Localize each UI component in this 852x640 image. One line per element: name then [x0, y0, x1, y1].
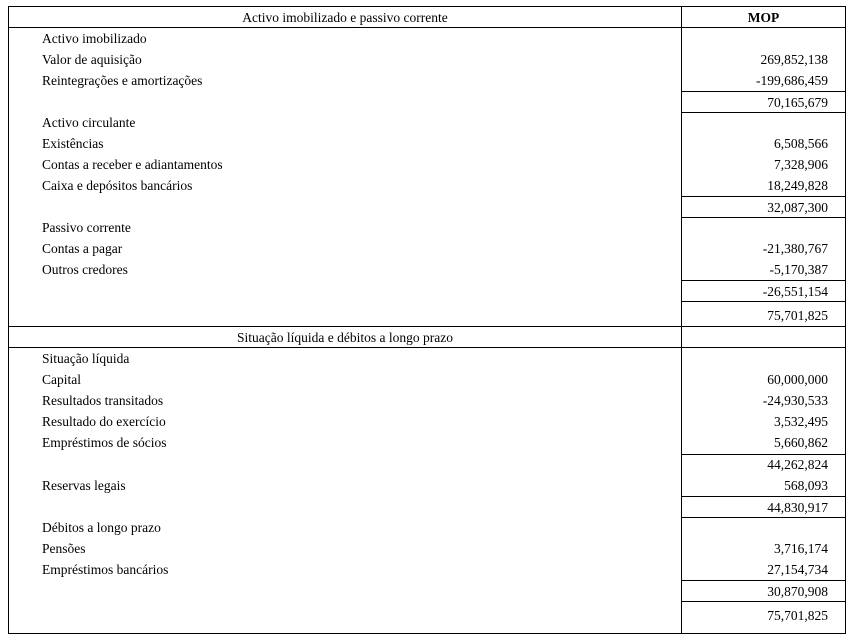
legal-reserves-value: 568,093	[784, 478, 828, 493]
year-result-value: 3,532,495	[774, 414, 828, 429]
table-row	[9, 348, 845, 369]
section1-title: Activo imobilizado e passivo corrente	[242, 10, 448, 25]
other-creditors-value: -5,170,387	[769, 262, 828, 277]
cash-value: 18,249,828	[767, 178, 828, 193]
section1-total: 75,701,825	[767, 308, 828, 323]
acquisition-value-label: Valor de aquisição	[42, 52, 142, 67]
pensions-value: 3,716,174	[774, 541, 828, 556]
subtotal-rule	[681, 301, 845, 302]
receivables-label: Contas a receber e adiantamentos	[42, 157, 223, 172]
table-row	[9, 281, 845, 302]
inventories-label: Existências	[42, 136, 104, 151]
inventories-value: 6,508,566	[774, 136, 828, 151]
balance-sheet-table	[8, 6, 846, 634]
table-row	[9, 259, 845, 280]
capital-value: 60,000,000	[767, 372, 828, 387]
table-row	[9, 432, 845, 453]
payables-label: Contas a pagar	[42, 241, 123, 256]
depreciation-label: Reintegrações e amortizações	[42, 73, 203, 88]
table-row	[9, 49, 845, 70]
table-row	[9, 390, 845, 411]
table-row	[9, 92, 845, 113]
receivables-value: 7,328,906	[774, 157, 828, 172]
retained-label: Resultados transitados	[42, 393, 164, 408]
table-row	[9, 454, 845, 475]
current-liabilities-heading: Passivo corrente	[42, 220, 131, 235]
table-row	[9, 497, 845, 518]
table-row	[9, 112, 845, 133]
year-result-label: Resultado do exercício	[42, 414, 166, 429]
other-creditors-label: Outros credores	[42, 262, 128, 277]
table-row	[9, 175, 845, 196]
table-row	[9, 581, 845, 602]
table-row	[9, 70, 845, 91]
table-row	[9, 197, 845, 218]
table-row	[9, 305, 845, 326]
table-row	[9, 238, 845, 259]
table-row	[9, 154, 845, 175]
fixed-assets-subtotal: 70,165,679	[767, 95, 828, 110]
retained-value: -24,930,533	[762, 393, 828, 408]
table-row	[9, 28, 845, 49]
table-row	[9, 369, 845, 390]
table-row	[9, 475, 845, 496]
section2-title: Situação líquida e débitos a longo prazo	[237, 330, 453, 345]
long-term-subtotal: 30,870,908	[767, 584, 828, 599]
section1-header-row	[9, 7, 845, 28]
table-row	[9, 538, 845, 559]
payables-value: -21,380,767	[762, 241, 828, 256]
table-row	[9, 411, 845, 432]
acquisition-value: 269,852,138	[760, 52, 828, 67]
table-row	[9, 559, 845, 580]
table-row	[9, 217, 845, 238]
depreciation-value: -199,686,459	[756, 73, 828, 88]
capital-label: Capital	[42, 372, 81, 387]
cash-label: Caixa e depósitos bancários	[42, 178, 193, 193]
section2-total: 75,701,825	[767, 608, 828, 623]
current-liabilities-subtotal: -26,551,154	[762, 284, 828, 299]
table-row	[9, 133, 845, 154]
long-term-heading: Débitos a longo prazo	[42, 520, 161, 535]
table-row	[9, 605, 845, 626]
pensions-label: Pensões	[42, 541, 86, 556]
current-assets-heading: Activo circulante	[42, 115, 136, 130]
net-position-heading: Situação líquida	[42, 351, 130, 366]
bank-loans-label: Empréstimos bancários	[42, 562, 169, 577]
table-row	[9, 517, 845, 538]
currency-header: MOP	[747, 10, 780, 25]
legal-reserves-label: Reservas legais	[42, 478, 126, 493]
shareholder-loans-label: Empréstimos de sócios	[42, 435, 167, 450]
fixed-assets-heading: Activo imobilizado	[42, 31, 147, 46]
shareholder-loans-value: 5,660,862	[774, 435, 828, 450]
subtotal-rule	[681, 601, 845, 602]
section2-header-row	[9, 327, 845, 348]
subtotal-1-value: 44,262,824	[767, 457, 828, 472]
subtotal-2-value: 44,830,917	[767, 500, 828, 515]
current-assets-subtotal: 32,087,300	[767, 200, 828, 215]
bank-loans-value: 27,154,734	[767, 562, 828, 577]
